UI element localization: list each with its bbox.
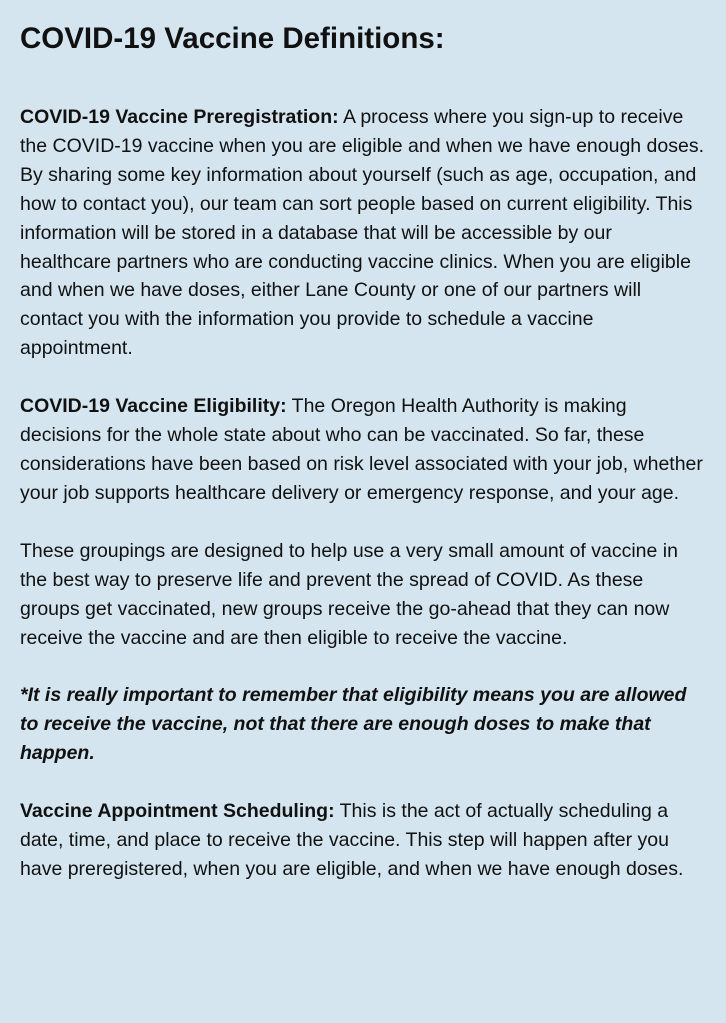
groupings-paragraph: These groupings are designed to help use a very small amount of vaccine in the best way to preserve life and prevent the spread of COVID. As these groups get vaccinated, new groups receive the go-ahead that they can now receive the vaccine and are then eligible to receive the vaccine. [20, 539, 678, 649]
definition-term: Vaccine Appointment Scheduling: [20, 800, 335, 823]
definition-term: COVID-19 Vaccine Eligibility: [20, 395, 287, 418]
definition-text: The Oregon Health Authority is making decisions for the whole state about who can be vaccinated. So far, these considerations have been based on risk level associated with your job, whether your job supports healthcare delivery or emergency response, and your age. [20, 395, 703, 504]
definition-text: A process where you sign-up to receive the COVID-19 vaccine when you are eligible and when we have enough doses. By sharing some key information about yourself (such as age, occupation, and how to contact you), our team can sort people based on current eligibility. This information will be stored in a database that will be accessible by our healthcare partners who are conducting vaccine clinics. When you are eligible and when we have doses, either Lane County or one of our partners will contact you with the information you provide to schedule a vaccine appointment. [20, 106, 705, 360]
definition-preregistration [20, 103, 706, 363]
page-title: COVID-19 Vaccine Definitions: [20, 22, 445, 55]
definition-text: This is the act of actually scheduling a date, time, and place to receive the vaccine. This step will happen after you have preregistered, when you are eligible, and when we have enough doses. [20, 800, 684, 880]
definition-term: COVID-19 Vaccine Preregistration: [20, 106, 339, 128]
important-note: *It is really important to remember that eligibility means you are allowed to receive the vaccine, not that there are enough doses to make that happen. [20, 684, 687, 765]
definition-appointment-scheduling [20, 797, 706, 884]
definition-eligibility [20, 392, 706, 508]
